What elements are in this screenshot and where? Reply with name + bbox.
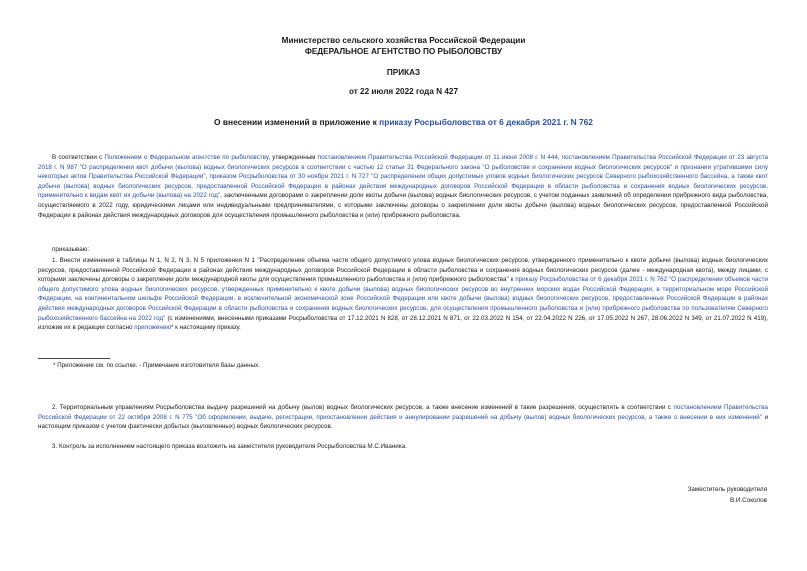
- item-2-paragraph: [38, 403, 768, 432]
- item1-text-1: 1. Внести изменения в таблицы N 1, N 2, N 3, N 5 приложения N 1 "Распределение объема части общего допустимого улова водных биологических ресурсов, утвержденного применительно к квоте добычи (вылова) водных биологических ресурсов, предоставленной Российской Федерации в районах действия международных договоров Российской Федерации в области рыболовства и сохранения водных биологических ресурсов (далее - международная квота), между лицами, с которыми заключены договоры о закреплении доли международной квоты для осуществления промышленного рыболовства и (или) прибрежного рыболовства" к: [38, 257, 768, 284]
- signature-name: В.И.Соколов: [729, 497, 767, 504]
- item2-text-2: и настоящим приказом с учетом фактически добытых (выловленных) водных биологических ресурсов.: [38, 413, 768, 431]
- link-appendix[interactable]: приложению: [134, 324, 172, 332]
- document-date-number: от 22 июля 2022 года N 427: [348, 87, 459, 96]
- footnote: * Приложение см. по ссылке. - Примечание изготовителя базы данных.: [53, 362, 260, 369]
- document-title: [0, 117, 807, 127]
- link-decree-987[interactable]: постановлением Правительства Российской Федерации от 23 августа 2018 г. N 987 "О распределении квот добычи (вылова) водных биологических ресурсов в соответствии с частью 12 статьи 31 Федерального закона "О рыболовстве и сохранении водных биологических ресурсов" и признании утратившими силу некоторых актов Правительства Российской Федерации": [38, 154, 768, 181]
- document-type: ПРИКАЗ: [386, 68, 421, 77]
- title-text: О внесении изменений в приложение к: [214, 117, 380, 127]
- link-order-727[interactable]: приказом Росрыболовства от 30 ноября 2021 г. N 727 "О распределении общих допустимых уловов водных биологических ресурсов Северного рыбохозяйственного бассейна, а также квот добычи (вылова) водных биологических ресурсов, предоставленной Российской Федерации в районах действия международных договоров Российской Федерации в области рыболовства и сохранения водных биологических ресурсов, применительно к видам квот их добычи (вылова) на 2022 год": [38, 173, 769, 200]
- agency-name: ФЕДЕРАЛЬНОЕ АГЕНТСТВО ПО РЫБОЛОВСТВУ: [304, 47, 503, 56]
- title-link-order-762[interactable]: приказу Росрыболовства от 6 декабря 2021 г. N 762: [379, 117, 593, 127]
- ministry-name: Министерство сельского хозяйства Российской Федерации: [281, 36, 526, 45]
- signature-position: Заместитель руководителя: [687, 486, 767, 493]
- link-order-762[interactable]: приказу Росрыболовства от 6 декабря 2021 г. N 762 "О распределении объемов части общего допустимого улова водных биологических ресурсов, утвержденных применительно к квоте добычи (вылова) водных биологических ресурсов во внутренних морских водах Российской Федерации, в территориальном море Российской Федерации, на континентальном шельфе Российской Федерации, в исключительной экономической зоне Российской Федерации или квоте добычи (вылова) водных биологических ресурсов, предоставленных Российской Федерации в районах действия международных договоров Российской Федерации в области рыболовства и сохранения водных биологических ресурсов, для осуществления промышленного рыболовства и (или) прибрежного рыболовства по пользователям Северного рыбохозяйственного бассейна на 2022 год": [38, 276, 769, 322]
- link-regulation-agency[interactable]: Положением о Федеральном агентстве по рыболовству: [104, 154, 269, 161]
- link-decree-775[interactable]: постановлением Правительства Российской Федерации от 22 октября 2008 г. N 775 "Об оформлении, выдаче, регистрации, приостановлении действия и аннулировании разрешений на добычу (вылов) водных биологических ресурсов, а также о внесении в них изменений": [38, 404, 768, 421]
- preamble-paragraph: [38, 153, 768, 220]
- item1-text-3: * к настоящему приказу.: [171, 324, 241, 332]
- preamble-text-2: , утвержденным: [268, 154, 318, 161]
- preamble-text-3: ,: [557, 154, 562, 161]
- item-3-paragraph: 3. Контроль за исполнением настоящего приказа возложить на заместителя руководителя Росрыболовства М.С.Иваника.: [52, 443, 407, 450]
- footnote-divider: [38, 358, 110, 359]
- link-decree-444[interactable]: постановлением Правительства Российской Федерации от 11 июня 2008 г. N 444: [317, 154, 558, 161]
- item1-text-2: (с изменениями, внесенными приказами Росрыболовства от 17.12.2021 N 828, от 28.12.2021 N 871, от 22.03.2022 N 154, от 22.04.2022 N 226, от 17.05.2022 N 267, 28.06.2022 N 349, от 21.07.2022 N 419), изложив их в редакции согласно: [38, 314, 768, 332]
- preamble-text-4: ,: [205, 173, 210, 181]
- item2-text-1: 2. Территориальным управлениям Росрыболовства выдачу разрешений на добычу (вылов) водных биологических ресурсов, а также внесение изменений в такие разрешения, осуществлять в соответствии с: [52, 404, 674, 411]
- item-1-paragraph: [38, 256, 768, 333]
- preamble-text-1: В соответствии с: [52, 154, 105, 161]
- preamble-text-5: , заключенными договорами о закреплении доли квоты добычи (вылова) водных биологических ресурсов, с учетом поданных заявлений об определении прибрежного вида рыболовства, осуществляемого в 2022 году, юридическими лицами или индивидуальными предпринимателями, с которыми заключены договоры о закреплении доли квоты добычи (вылова) водных биологических ресурсов, предоставленной Российской Федерации в районах действия международных договоров для осуществления промышленного рыболовства и (или) прибрежного рыболовства,: [38, 192, 769, 219]
- order-word: приказываю:: [52, 246, 90, 253]
